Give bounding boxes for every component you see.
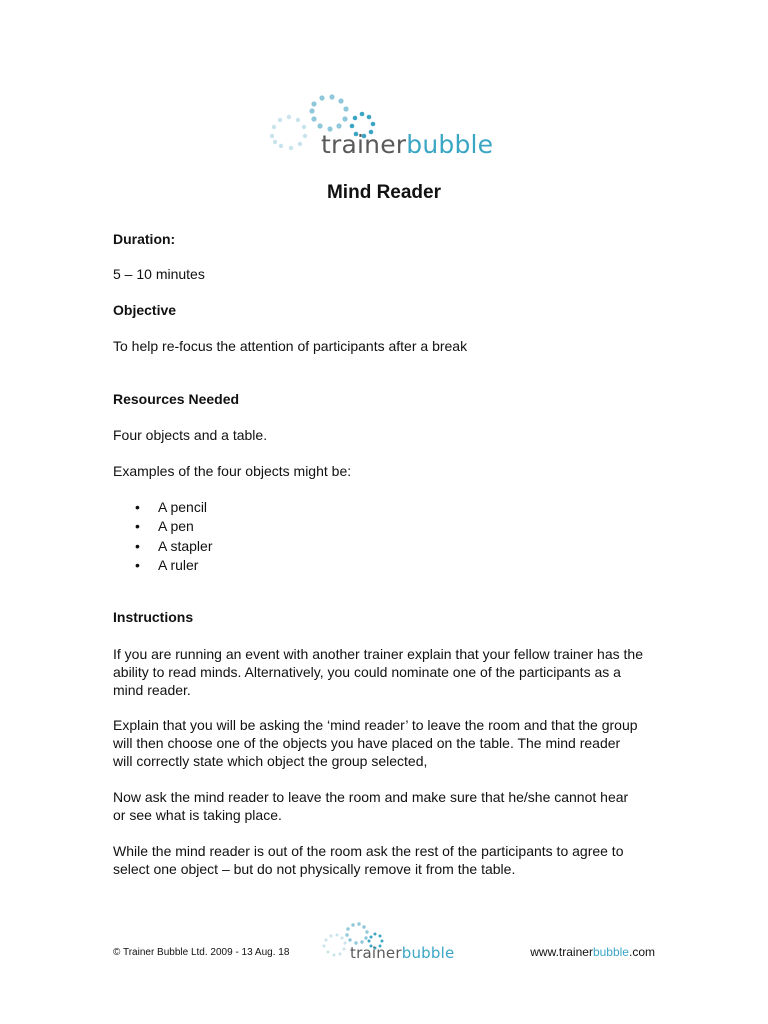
resources-heading: Resources Needed xyxy=(113,391,240,407)
website-part-2: bubble xyxy=(592,945,629,959)
instructions-paragraph-1: If you are running an event with another trainer explain that your fellow trainer has the ability to read minds. Alternatively, you could nominate one of the participants as a mind reader. xyxy=(113,646,643,698)
instructions-paragraph-3: Now ask the mind reader to leave the room and make sure that he/she cannot hear or see what is taking place. xyxy=(113,789,629,823)
logo-wordmark xyxy=(350,944,454,962)
duration-text: 5 – 10 minutes xyxy=(113,266,205,282)
header-logo xyxy=(262,92,512,164)
logo-word-trainer: trainer xyxy=(350,944,402,962)
instructions-paragraph-2: Explain that you will be asking the ‘mind reader’ to leave the room and that the group will then choose one of the objects you have placed on the table. The mind reader will correctly state which object the group selected, xyxy=(113,717,638,769)
copyright-text: © Trainer Bubble Ltd. 2009 - 13 Aug. 18 xyxy=(113,947,290,958)
duration-heading: Duration: xyxy=(113,231,176,247)
website-part-3: .com xyxy=(628,945,655,959)
logo-word-trainer: trainer xyxy=(321,130,407,159)
objective-text: To help re-focus the attention of participants after a break xyxy=(113,338,468,354)
list-item: • A ruler xyxy=(135,556,212,575)
logo-wordmark xyxy=(321,130,493,159)
page-title: Mind Reader xyxy=(326,182,442,203)
footer-logo xyxy=(320,920,470,968)
website-part-1: www.trainer xyxy=(530,945,593,959)
list-item: • A pen xyxy=(135,517,212,536)
resources-examples-text: Examples of the four objects might be: xyxy=(113,463,352,479)
website-link[interactable] xyxy=(530,945,655,959)
list-item: • A pencil xyxy=(135,498,212,517)
logo-word-bubble: bubble xyxy=(401,944,455,962)
resources-text: Four objects and a table. xyxy=(113,427,268,443)
instructions-paragraph-4: While the mind reader is out of the room ask the rest of the participants to agree to select one object – but do not physically remove it from the table. xyxy=(113,843,624,877)
page-footer xyxy=(0,918,768,978)
instructions-heading: Instructions xyxy=(113,609,194,625)
logo-word-bubble: bubble xyxy=(406,130,494,159)
objective-heading: Objective xyxy=(113,302,177,318)
objects-list xyxy=(135,498,212,575)
list-item: • A stapler xyxy=(135,537,212,556)
